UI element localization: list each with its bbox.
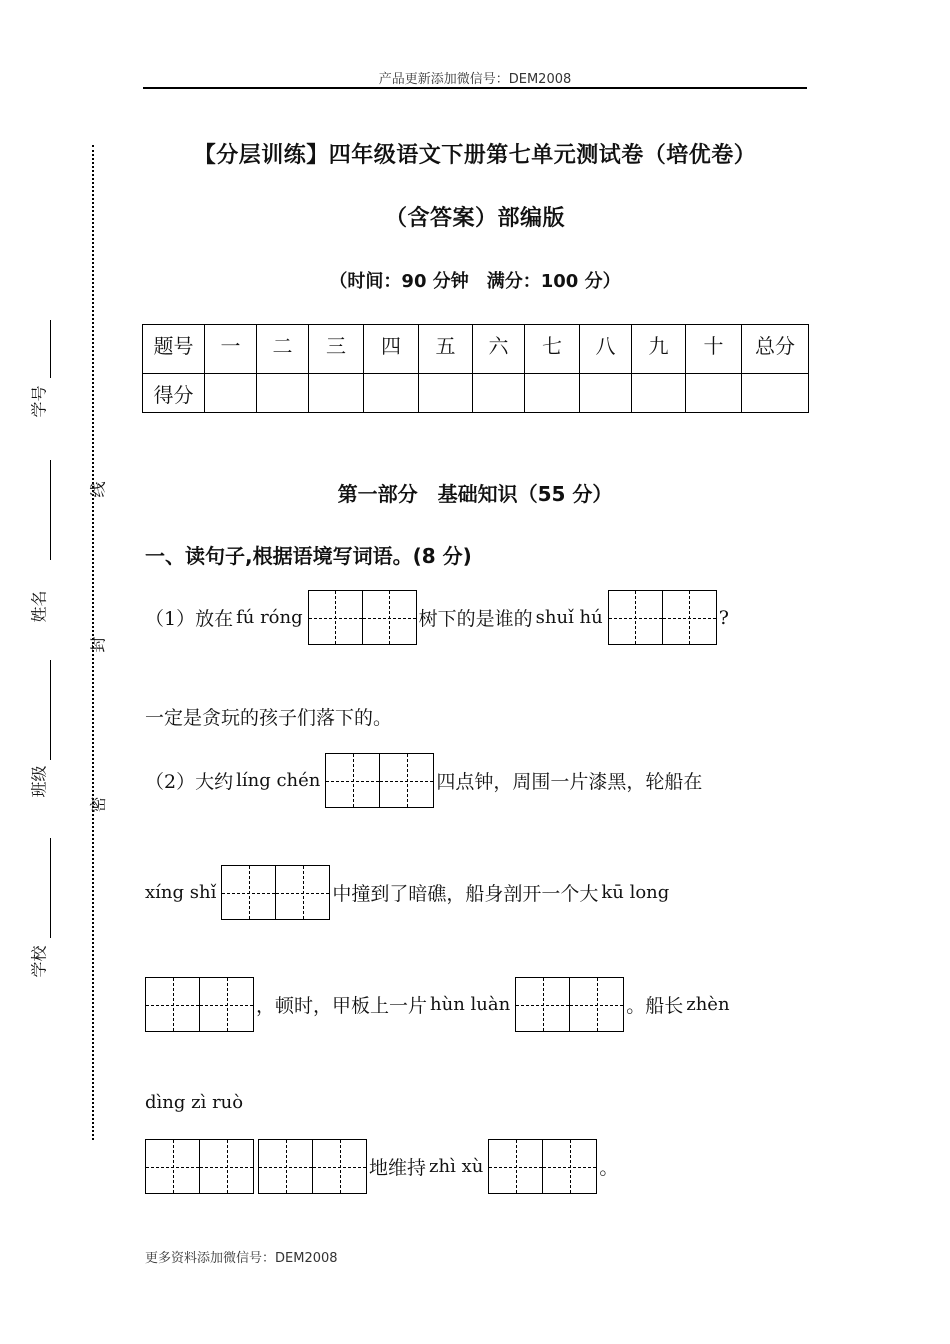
footer-note: 更多资料添加微信号：DEM2008 xyxy=(145,1251,338,1266)
sentence-1-line-1 xyxy=(145,590,729,645)
score-input-cell[interactable] xyxy=(309,374,364,413)
pinyin-hint: xíng shǐ xyxy=(145,882,217,903)
score-header-cell: 六 xyxy=(473,325,525,374)
header-note: 产品更新添加微信号：DEM2008 xyxy=(378,72,572,87)
sentence-text: 四点钟，周围一片漆黑，轮船在 xyxy=(436,771,703,793)
sentence-text: ，顿时，甲板上一片 xyxy=(256,995,428,1017)
score-input-cell[interactable] xyxy=(257,374,309,413)
score-input-cell[interactable] xyxy=(742,374,809,413)
score-input-cell[interactable] xyxy=(205,374,257,413)
pinyin-hint: kū long xyxy=(601,882,670,903)
pinyin-hint: zhèn xyxy=(686,994,730,1015)
exam-info: （时间：90 分钟 满分：100 分） xyxy=(329,271,621,292)
seal-seal-label: 封 xyxy=(88,636,108,653)
score-input-cell[interactable] xyxy=(525,374,580,413)
student-id-label: 学号 xyxy=(29,385,49,418)
score-input-cell[interactable] xyxy=(364,374,419,413)
score-header-cell: 九 xyxy=(632,325,686,374)
score-table-header-row xyxy=(143,325,809,374)
sentence-text: 地维持 xyxy=(369,1157,427,1179)
document-title: 【分层训练】四年级语文下册第七单元测试卷（培优卷） xyxy=(193,143,757,168)
score-input-cell[interactable] xyxy=(419,374,473,413)
sentence-text: 。船长 xyxy=(626,995,684,1017)
pinyin-hint: shuǐ hú xyxy=(535,607,603,628)
name-label: 姓名 xyxy=(29,590,49,623)
score-input-cell[interactable] xyxy=(686,374,742,413)
document-subtitle: （含答案）部编版 xyxy=(384,206,565,231)
score-table xyxy=(142,324,809,413)
sentence-2-line-2 xyxy=(145,865,672,920)
writing-grid[interactable] xyxy=(515,977,624,1032)
pinyin-hint: hùn luàn xyxy=(430,994,511,1015)
sentence-2-line-5 xyxy=(145,1139,618,1194)
question-heading: 一、读句子,根据语境写词语。(8 分) xyxy=(145,544,472,568)
name-blank-top xyxy=(50,460,51,560)
score-header-cell: 题号 xyxy=(143,325,205,374)
pinyin-hint: dìng zì ruò xyxy=(145,1092,244,1113)
pinyin-hint: fú róng xyxy=(236,607,303,628)
score-input-cell[interactable] xyxy=(632,374,686,413)
score-header-cell: 四 xyxy=(364,325,419,374)
writing-grid[interactable] xyxy=(308,590,417,645)
score-table-score-row xyxy=(143,374,809,413)
sentence-text: 中撞到了暗礁，船身剖开一个大 xyxy=(332,883,599,905)
writing-grid[interactable] xyxy=(145,1139,254,1194)
sentence-2-line-4 xyxy=(145,1092,246,1113)
sentence-text: （2）大约 xyxy=(145,771,234,793)
score-header-cell: 七 xyxy=(525,325,580,374)
sentence-2-line-3 xyxy=(145,977,733,1032)
writing-grid[interactable] xyxy=(145,977,254,1032)
sentence-text: ? xyxy=(718,606,729,629)
pinyin-hint: líng chén xyxy=(236,770,321,791)
writing-grid[interactable] xyxy=(608,590,717,645)
student-id-blank xyxy=(50,320,51,378)
sentence-text: （1）放在 xyxy=(145,608,234,630)
pinyin-hint: zhì xù xyxy=(429,1156,484,1177)
score-header-cell: 二 xyxy=(257,325,309,374)
school-label: 学校 xyxy=(29,945,49,978)
writing-grid[interactable] xyxy=(221,865,330,920)
seal-close-label: 密 xyxy=(88,796,108,813)
writing-grid[interactable] xyxy=(325,753,434,808)
writing-grid[interactable] xyxy=(258,1139,367,1194)
score-header-cell: 总分 xyxy=(742,325,809,374)
seal-line-label: 线 xyxy=(88,481,108,498)
header-rule xyxy=(143,87,807,89)
class-label: 班级 xyxy=(29,765,49,798)
score-header-cell: 十 xyxy=(686,325,742,374)
sentence-1-line-2 xyxy=(145,703,392,730)
score-header-cell: 五 xyxy=(419,325,473,374)
sentence-text: 树下的是谁的 xyxy=(418,608,533,630)
score-row-label: 得分 xyxy=(143,374,205,413)
writing-grid[interactable] xyxy=(488,1139,597,1194)
score-input-cell[interactable] xyxy=(580,374,632,413)
score-header-cell: 八 xyxy=(580,325,632,374)
score-input-cell[interactable] xyxy=(473,374,525,413)
score-header-cell: 三 xyxy=(309,325,364,374)
name-blank xyxy=(50,660,51,760)
sentence-text: 一定是贪玩的孩子们落下的。 xyxy=(145,707,393,729)
section-title: 第一部分 基础知识（55 分） xyxy=(337,482,613,506)
sentence-text: 。 xyxy=(599,1157,619,1179)
sentence-2-line-1 xyxy=(145,753,702,808)
class-blank xyxy=(50,838,51,938)
score-header-cell: 一 xyxy=(205,325,257,374)
